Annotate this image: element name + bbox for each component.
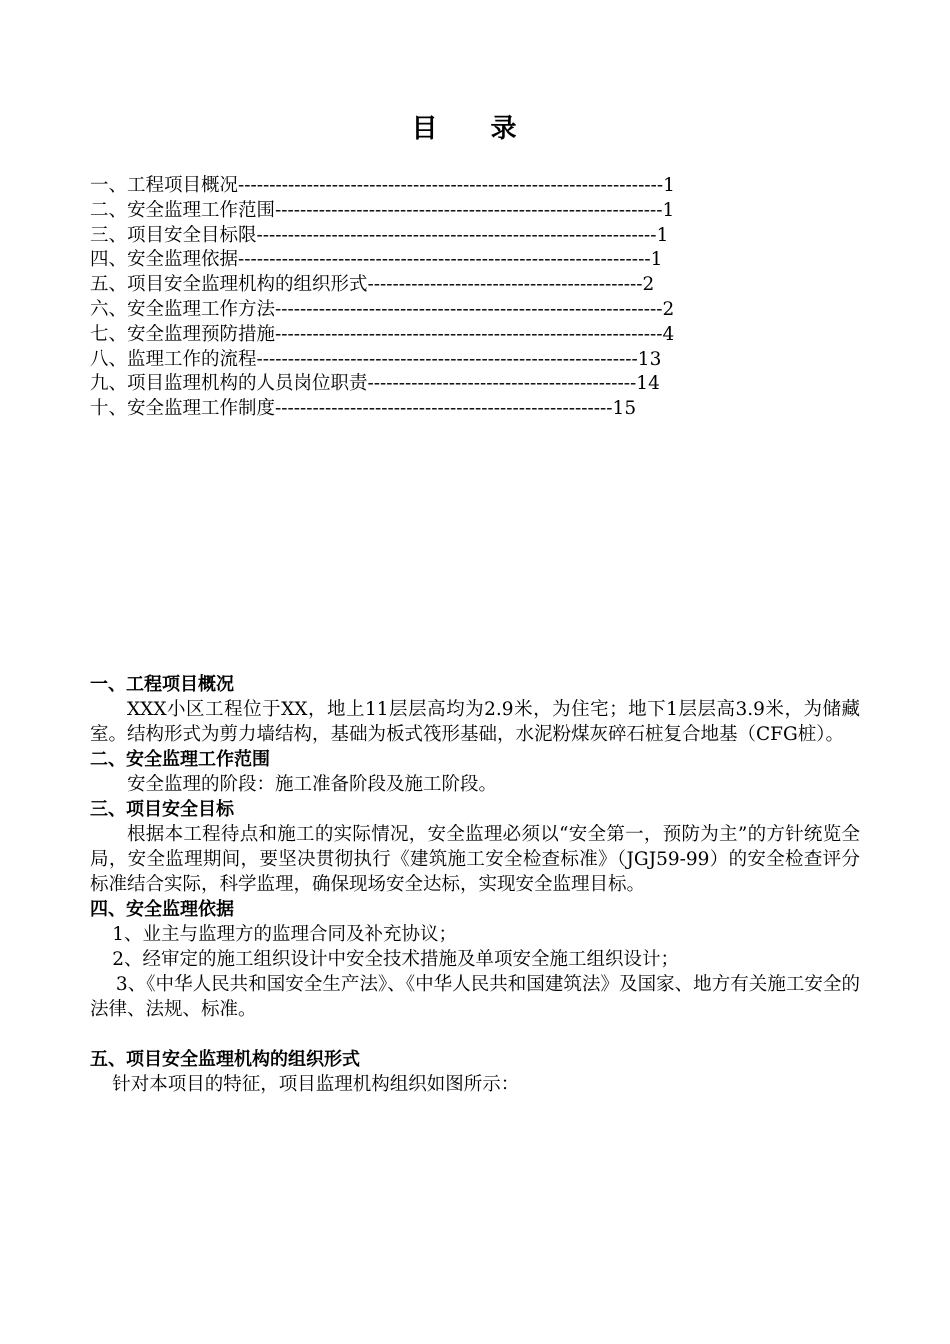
section-heading: 四、安全监理依据 [90,899,234,920]
toc-entry[interactable]: 一、工程项目概况--------------------------------------------------------------------1 [90,175,675,196]
list-item: 3、《中华人民共和国安全生产法》、《中华人民共和国建筑法》及国家、地方有关施工安全的法律、法规、标准。 [90,974,860,1020]
toc-entry[interactable]: 九、项目监理机构的人员岗位职责-------------------------------------------14 [90,373,660,395]
table-of-contents [90,174,790,422]
toc-entry[interactable]: 七、安全监理预防措施--------------------------------------------------------------4 [90,323,675,345]
toc-entry[interactable]: 六、安全监理工作方法--------------------------------------------------------------2 [90,298,675,320]
spacer [90,1022,860,1047]
document-body [90,672,860,1097]
section-heading: 一、工程项目概况 [90,674,234,695]
section-paragraph: 根据本工程待点和施工的实际情况，安全监理必须以“安全第一，预防为主”的方针统览全局，安全监理期间，要坚决贯彻执行《建筑施工安全检查标准》（JGJ59-99）的安全检查评分标准结合实际，科学监理，确保现场安全达标，实现安全监理目标。 [90,824,860,895]
section-paragraph: 针对本项目的特征，项目监理机构组织如图所示： [112,1074,520,1095]
toc-entry[interactable]: 四、安全监理依据------------------------------------------------------------------1 [90,249,663,271]
section-heading: 五、项目安全监理机构的组织形式 [90,1049,360,1070]
section-paragraph: 安全监理的阶段：施工准备阶段及施工阶段。 [127,774,498,795]
section-paragraph: XXX小区工程位于XX，地上11层层高均为2.9米，为住宅；地下1层层高3.9米，为储藏室。结构形式为剪力墙结构，基础为板式筏形基础，水泥粉煤灰碎石桩复合地基（CFG桩）。 [90,699,860,745]
toc-entry[interactable]: 三、项目安全目标限----------------------------------------------------------------1 [90,224,669,246]
list-item: 1、业主与监理方的监理合同及补充协议； [112,924,457,945]
toc-entry[interactable]: 五、项目安全监理机构的组织形式--------------------------------------------2 [90,274,655,296]
section-heading: 三、项目安全目标 [90,799,234,820]
toc-entry[interactable]: 十、安全监理工作制度------------------------------------------------------15 [90,398,637,420]
toc-entry[interactable]: 二、安全监理工作范围--------------------------------------------------------------1 [90,199,675,221]
document-title: 目 录 [411,114,539,144]
toc-entry[interactable]: 八、监理工作的流程-------------------------------------------------------------13 [90,348,662,370]
section-heading: 二、安全监理工作范围 [90,749,270,770]
list-item: 2、经审定的施工组织设计中安全技术措施及单项安全施工组织设计； [112,949,679,970]
